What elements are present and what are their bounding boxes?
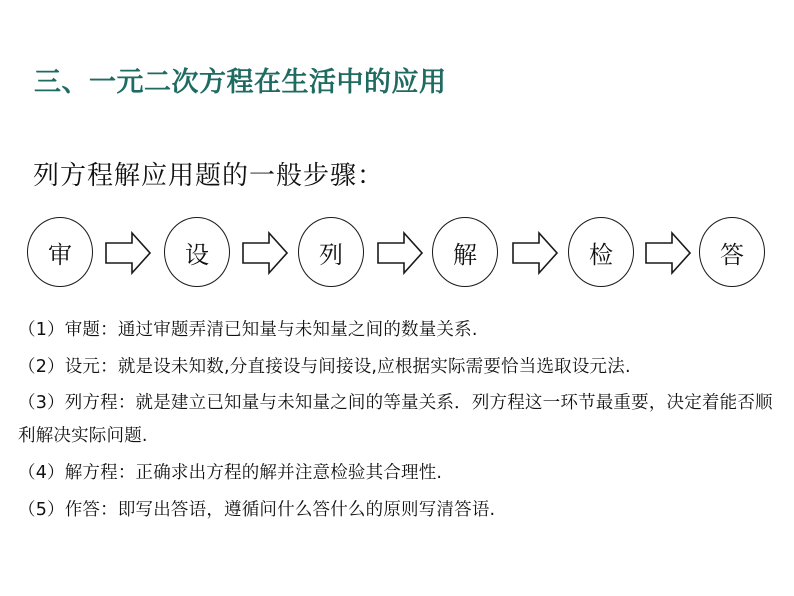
step-circle-da: 答 <box>699 217 765 287</box>
list-item: （1）审题：通过审题弄清已知量与未知量之间的数量关系. <box>18 320 478 340</box>
list-item: （5）作答：即写出答语，遵循问什么答什么的原则写清答语. <box>18 500 496 520</box>
right-arrow-icon <box>105 231 151 275</box>
list-item: （3）列方程：就是建立已知量与未知量之间的等量关系．列方程这一环节最重要，决定着能否顺利解决实际问题. <box>18 393 773 446</box>
step-circle-jian: 检 <box>568 217 634 287</box>
steps-description-list <box>18 313 788 530</box>
steps-subheading: 列方程解应用题的一般步骤： <box>33 161 385 191</box>
right-arrow-icon <box>512 231 558 275</box>
steps-flowchart <box>0 217 794 291</box>
list-item: （2）设元：就是设未知数,分直接设与间接设,应根据实际需要恰当选取设元法. <box>18 357 631 377</box>
step-circle-lie: 列 <box>298 217 364 287</box>
right-arrow-icon <box>645 231 691 275</box>
right-arrow-icon <box>377 231 423 275</box>
list-item: （4）解方程：正确求出方程的解并注意检验其合理性. <box>18 463 443 483</box>
step-circle-jie: 解 <box>432 217 498 287</box>
right-arrow-icon <box>242 231 288 275</box>
step-circle-shen: 审 <box>27 217 93 287</box>
section-heading: 三、一元二次方程在生活中的应用 <box>34 67 447 98</box>
step-circle-she: 设 <box>164 217 230 287</box>
